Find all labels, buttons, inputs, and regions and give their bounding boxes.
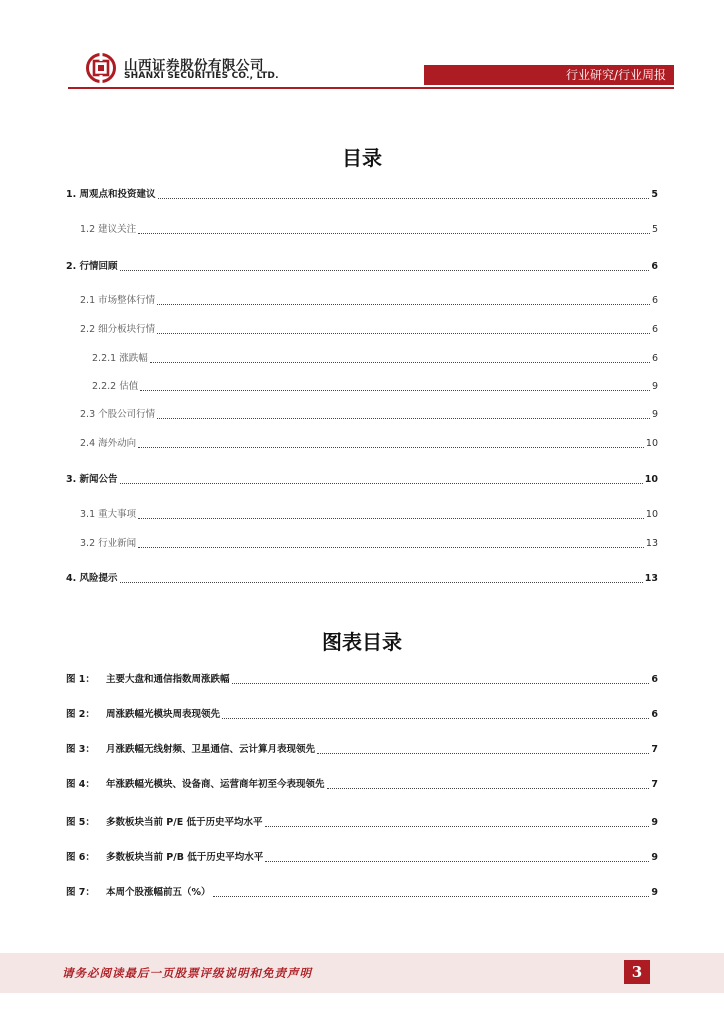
figure-number: 图 2： <box>66 709 95 720</box>
figure-entry[interactable] <box>66 776 658 792</box>
figure-label: 月涨跌幅无线射频、卫星通信、云计算月表现领先 <box>106 744 316 755</box>
figure-entry[interactable] <box>66 671 658 687</box>
toc-entry[interactable] <box>92 350 658 366</box>
dot-leader <box>222 718 649 719</box>
figure-label: 多数板块当前 P/E 低于历史平均水平 <box>106 817 263 828</box>
figure-entry[interactable] <box>66 849 658 865</box>
dot-leader <box>213 896 650 897</box>
toc-entry[interactable] <box>80 435 658 451</box>
toc-entry-page: 6 <box>651 353 658 364</box>
company-name-en: SHANXI SECURITIES CO., LTD. <box>124 71 279 81</box>
toc-entry-page: 13 <box>645 538 658 549</box>
header-divider <box>68 87 674 89</box>
toc-entry[interactable] <box>66 258 658 274</box>
figure-page: 6 <box>651 674 658 685</box>
toc-entry-label: 3.2 行业新闻 <box>80 538 137 549</box>
dot-leader <box>138 447 644 448</box>
toc-entry-page: 6 <box>651 324 658 335</box>
figure-entry[interactable] <box>66 706 658 722</box>
toc-entry-label: 2. 行情回顾 <box>66 261 118 272</box>
figure-label: 本周个股涨幅前五（%） <box>106 887 211 898</box>
toc-entry[interactable] <box>92 378 658 394</box>
toc-entry[interactable] <box>80 221 658 237</box>
toc-entry-label: 4. 风险提示 <box>66 573 118 584</box>
figure-number: 图 6： <box>66 852 95 863</box>
dot-leader <box>138 547 644 548</box>
figure-page: 9 <box>651 852 658 863</box>
toc-entry-label: 3. 新闻公告 <box>66 474 118 485</box>
dot-leader <box>157 418 650 419</box>
toc-entry-page: 13 <box>644 573 658 584</box>
dot-leader <box>265 826 650 827</box>
toc-entry[interactable] <box>80 292 658 308</box>
figure-number: 图 7： <box>66 887 95 898</box>
company-name-cn: 山西证券股份有限公司 <box>124 58 264 74</box>
disclaimer-text: 请务必阅读最后一页股票评级说明和免责声明 <box>62 966 312 980</box>
dot-leader <box>120 582 643 583</box>
toc-entry-label: 2.3 个股公司行情 <box>80 409 156 420</box>
dot-leader <box>140 390 650 391</box>
toc-entry-label: 2.2 细分板块行情 <box>80 324 156 335</box>
toc-entry-label: 3.1 重大事项 <box>80 509 137 520</box>
figure-entry[interactable] <box>66 814 658 830</box>
toc-entry[interactable] <box>80 506 658 522</box>
company-logo-icon <box>86 53 116 83</box>
dot-leader <box>265 861 649 862</box>
figure-page: 9 <box>651 817 658 828</box>
report-type-banner: 行业研究/行业周报 <box>424 65 674 85</box>
figure-entry[interactable] <box>66 884 658 900</box>
figure-label: 主要大盘和通信指数周涨跌幅 <box>106 674 230 685</box>
figure-label: 周涨跌幅光模块周表现领先 <box>106 709 221 720</box>
dot-leader <box>158 198 650 199</box>
dot-leader <box>138 518 644 519</box>
toc-entry-label: 2.2.1 涨跌幅 <box>92 353 148 364</box>
dot-leader <box>120 270 650 271</box>
figure-page: 7 <box>651 744 658 755</box>
toc-entry[interactable] <box>66 471 658 487</box>
toc-entry-label: 2.1 市场整体行情 <box>80 295 156 306</box>
toc-title: 目录 <box>342 146 382 170</box>
toc-entry-label: 1. 周观点和投资建议 <box>66 189 156 200</box>
toc-entry-page: 10 <box>644 474 658 485</box>
figure-page: 7 <box>651 779 658 790</box>
figure-label: 多数板块当前 P/B 低于历史平均水平 <box>106 852 264 863</box>
toc-entry-label: 2.4 海外动向 <box>80 438 137 449</box>
figure-label: 年涨跌幅光模块、设备商、运营商年初至今表现领先 <box>106 779 325 790</box>
figure-page: 6 <box>651 709 658 720</box>
dot-leader <box>120 483 643 484</box>
toc-entry[interactable] <box>80 321 658 337</box>
toc-entry-page: 5 <box>651 224 658 235</box>
toc-entry[interactable] <box>66 570 658 586</box>
page-number-badge: 3 <box>624 960 650 984</box>
figures-title: 图表目录 <box>322 630 402 654</box>
figure-number: 图 3： <box>66 744 95 755</box>
dot-leader <box>157 333 650 334</box>
dot-leader <box>317 753 649 754</box>
toc-entry-page: 10 <box>645 509 658 520</box>
page-footer <box>0 953 724 993</box>
toc-entry-page: 6 <box>651 261 658 272</box>
toc-entry[interactable] <box>80 406 658 422</box>
figure-number: 图 4： <box>66 779 95 790</box>
toc-entry[interactable] <box>66 186 658 202</box>
figure-number: 图 5： <box>66 817 95 828</box>
toc-entry-page: 6 <box>651 295 658 306</box>
dot-leader <box>327 788 650 789</box>
dot-leader <box>157 304 650 305</box>
toc-entry[interactable] <box>80 535 658 551</box>
figure-page: 9 <box>651 887 658 898</box>
figure-entry[interactable] <box>66 741 658 757</box>
toc-entry-label: 1.2 建议关注 <box>80 224 137 235</box>
toc-entry-page: 9 <box>651 409 658 420</box>
dot-leader <box>150 362 650 363</box>
toc-entry-page: 10 <box>645 438 658 449</box>
page-header <box>0 0 724 100</box>
figure-number: 图 1： <box>66 674 95 685</box>
dot-leader <box>138 233 650 234</box>
toc-entry-page: 5 <box>651 189 658 200</box>
dot-leader <box>232 683 650 684</box>
toc-entry-page: 9 <box>651 381 658 392</box>
toc-entry-label: 2.2.2 估值 <box>92 381 139 392</box>
